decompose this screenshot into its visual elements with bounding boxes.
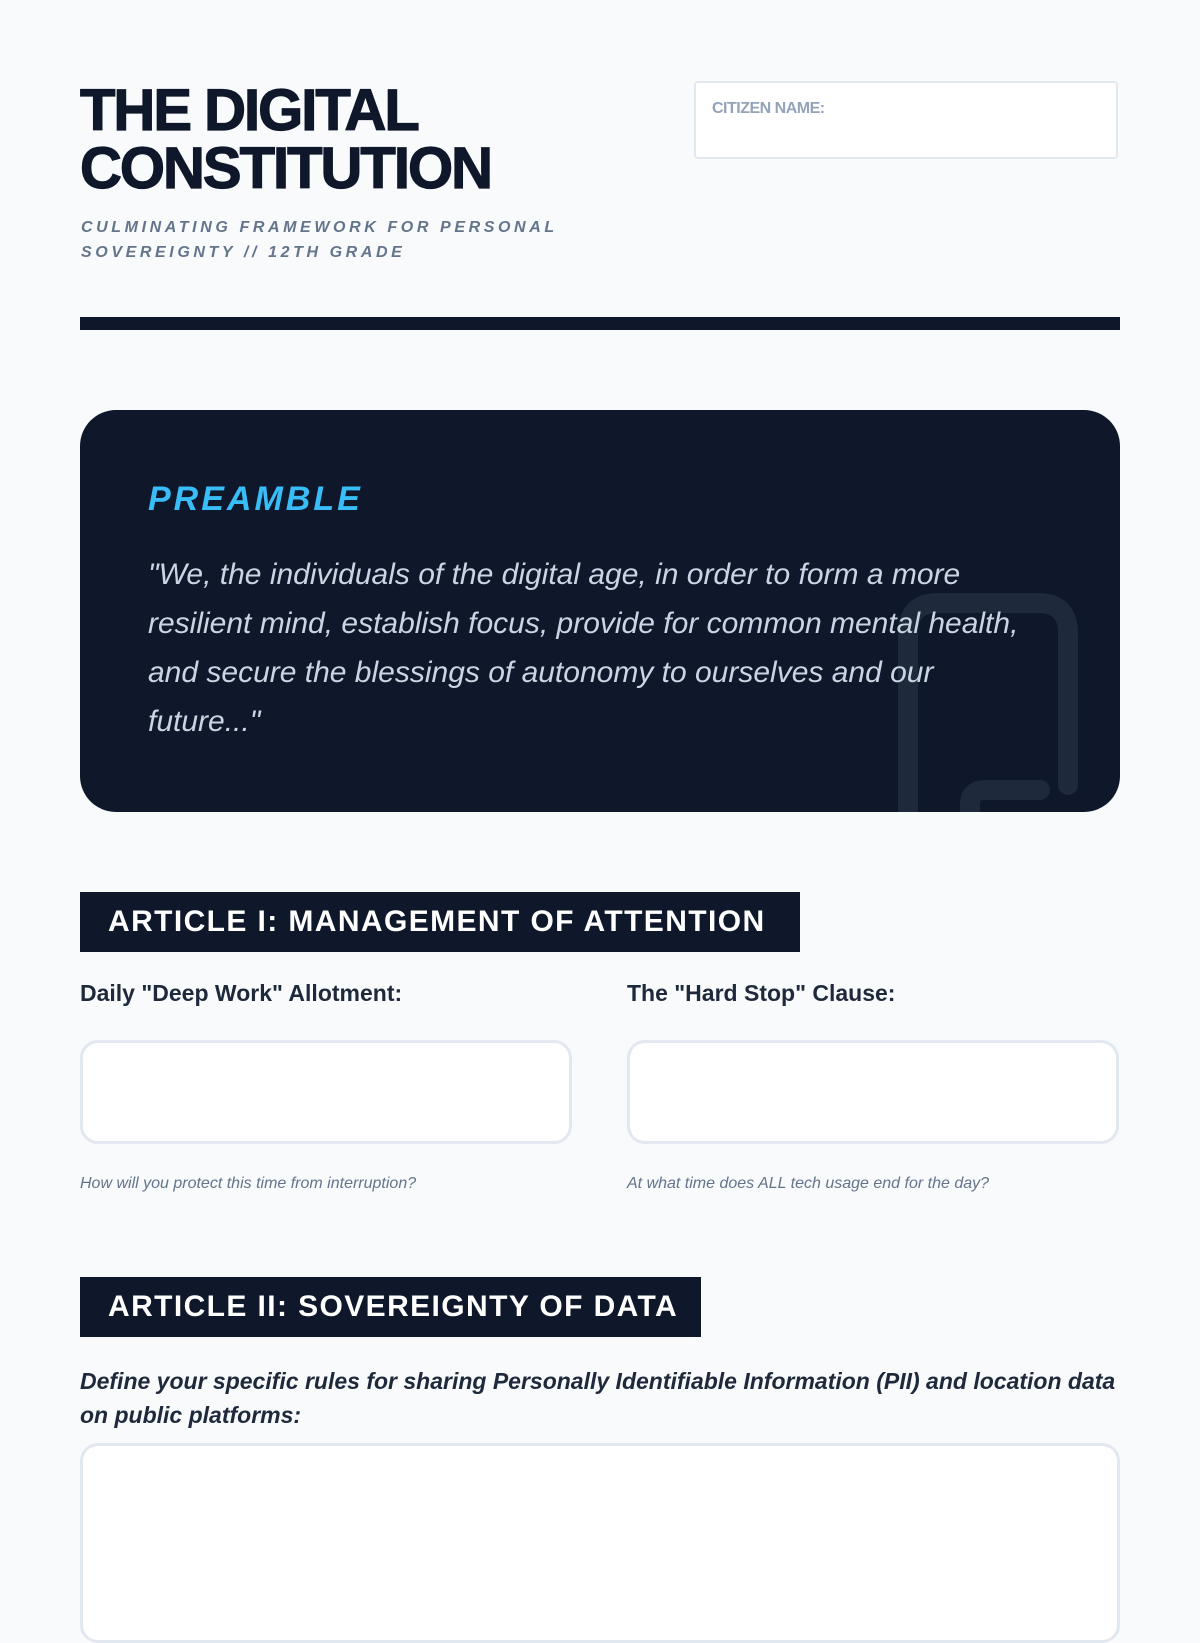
- hard-stop-label: The "Hard Stop" Clause:: [627, 980, 896, 1006]
- preamble-card: [80, 410, 1120, 812]
- deep-work-input[interactable]: [80, 1040, 572, 1144]
- article-1-heading: ARTICLE I: MANAGEMENT OF ATTENTION: [80, 892, 800, 952]
- page-title: THE DIGITAL CONSTITUTION: [80, 78, 491, 201]
- deep-work-label: Daily "Deep Work" Allotment:: [80, 980, 403, 1006]
- preamble-text: "We, the individuals of the digital age, in order to form a more resilient mind, establish focus, provide for common mental health, and secure the blessings of autonomy to ourselves and our future...": [148, 558, 1019, 738]
- header-divider: [80, 317, 1120, 330]
- preamble-heading: PREAMBLE: [148, 480, 363, 518]
- citizen-name-field[interactable]: [694, 81, 1118, 159]
- hard-stop-hint: At what time does ALL tech usage end for the day?: [627, 1175, 990, 1192]
- article-2-prompt: Define your specific rules for sharing Personally Identifiable Information (PII) and location data on public platforms:: [80, 1368, 1116, 1428]
- article-2-heading: ARTICLE II: SOVEREIGNTY OF DATA: [80, 1277, 701, 1337]
- deep-work-hint: How will you protect this time from interruption?: [80, 1175, 417, 1192]
- citizen-name-label: CITIZEN NAME:: [712, 100, 825, 117]
- hard-stop-input[interactable]: [627, 1040, 1119, 1144]
- data-sovereignty-input[interactable]: [80, 1443, 1120, 1643]
- page-subtitle: CULMINATING FRAMEWORK FOR PERSONAL SOVEREIGNTY // 12TH GRADE: [81, 219, 558, 261]
- worksheet-page: [80, 0, 1120, 1600]
